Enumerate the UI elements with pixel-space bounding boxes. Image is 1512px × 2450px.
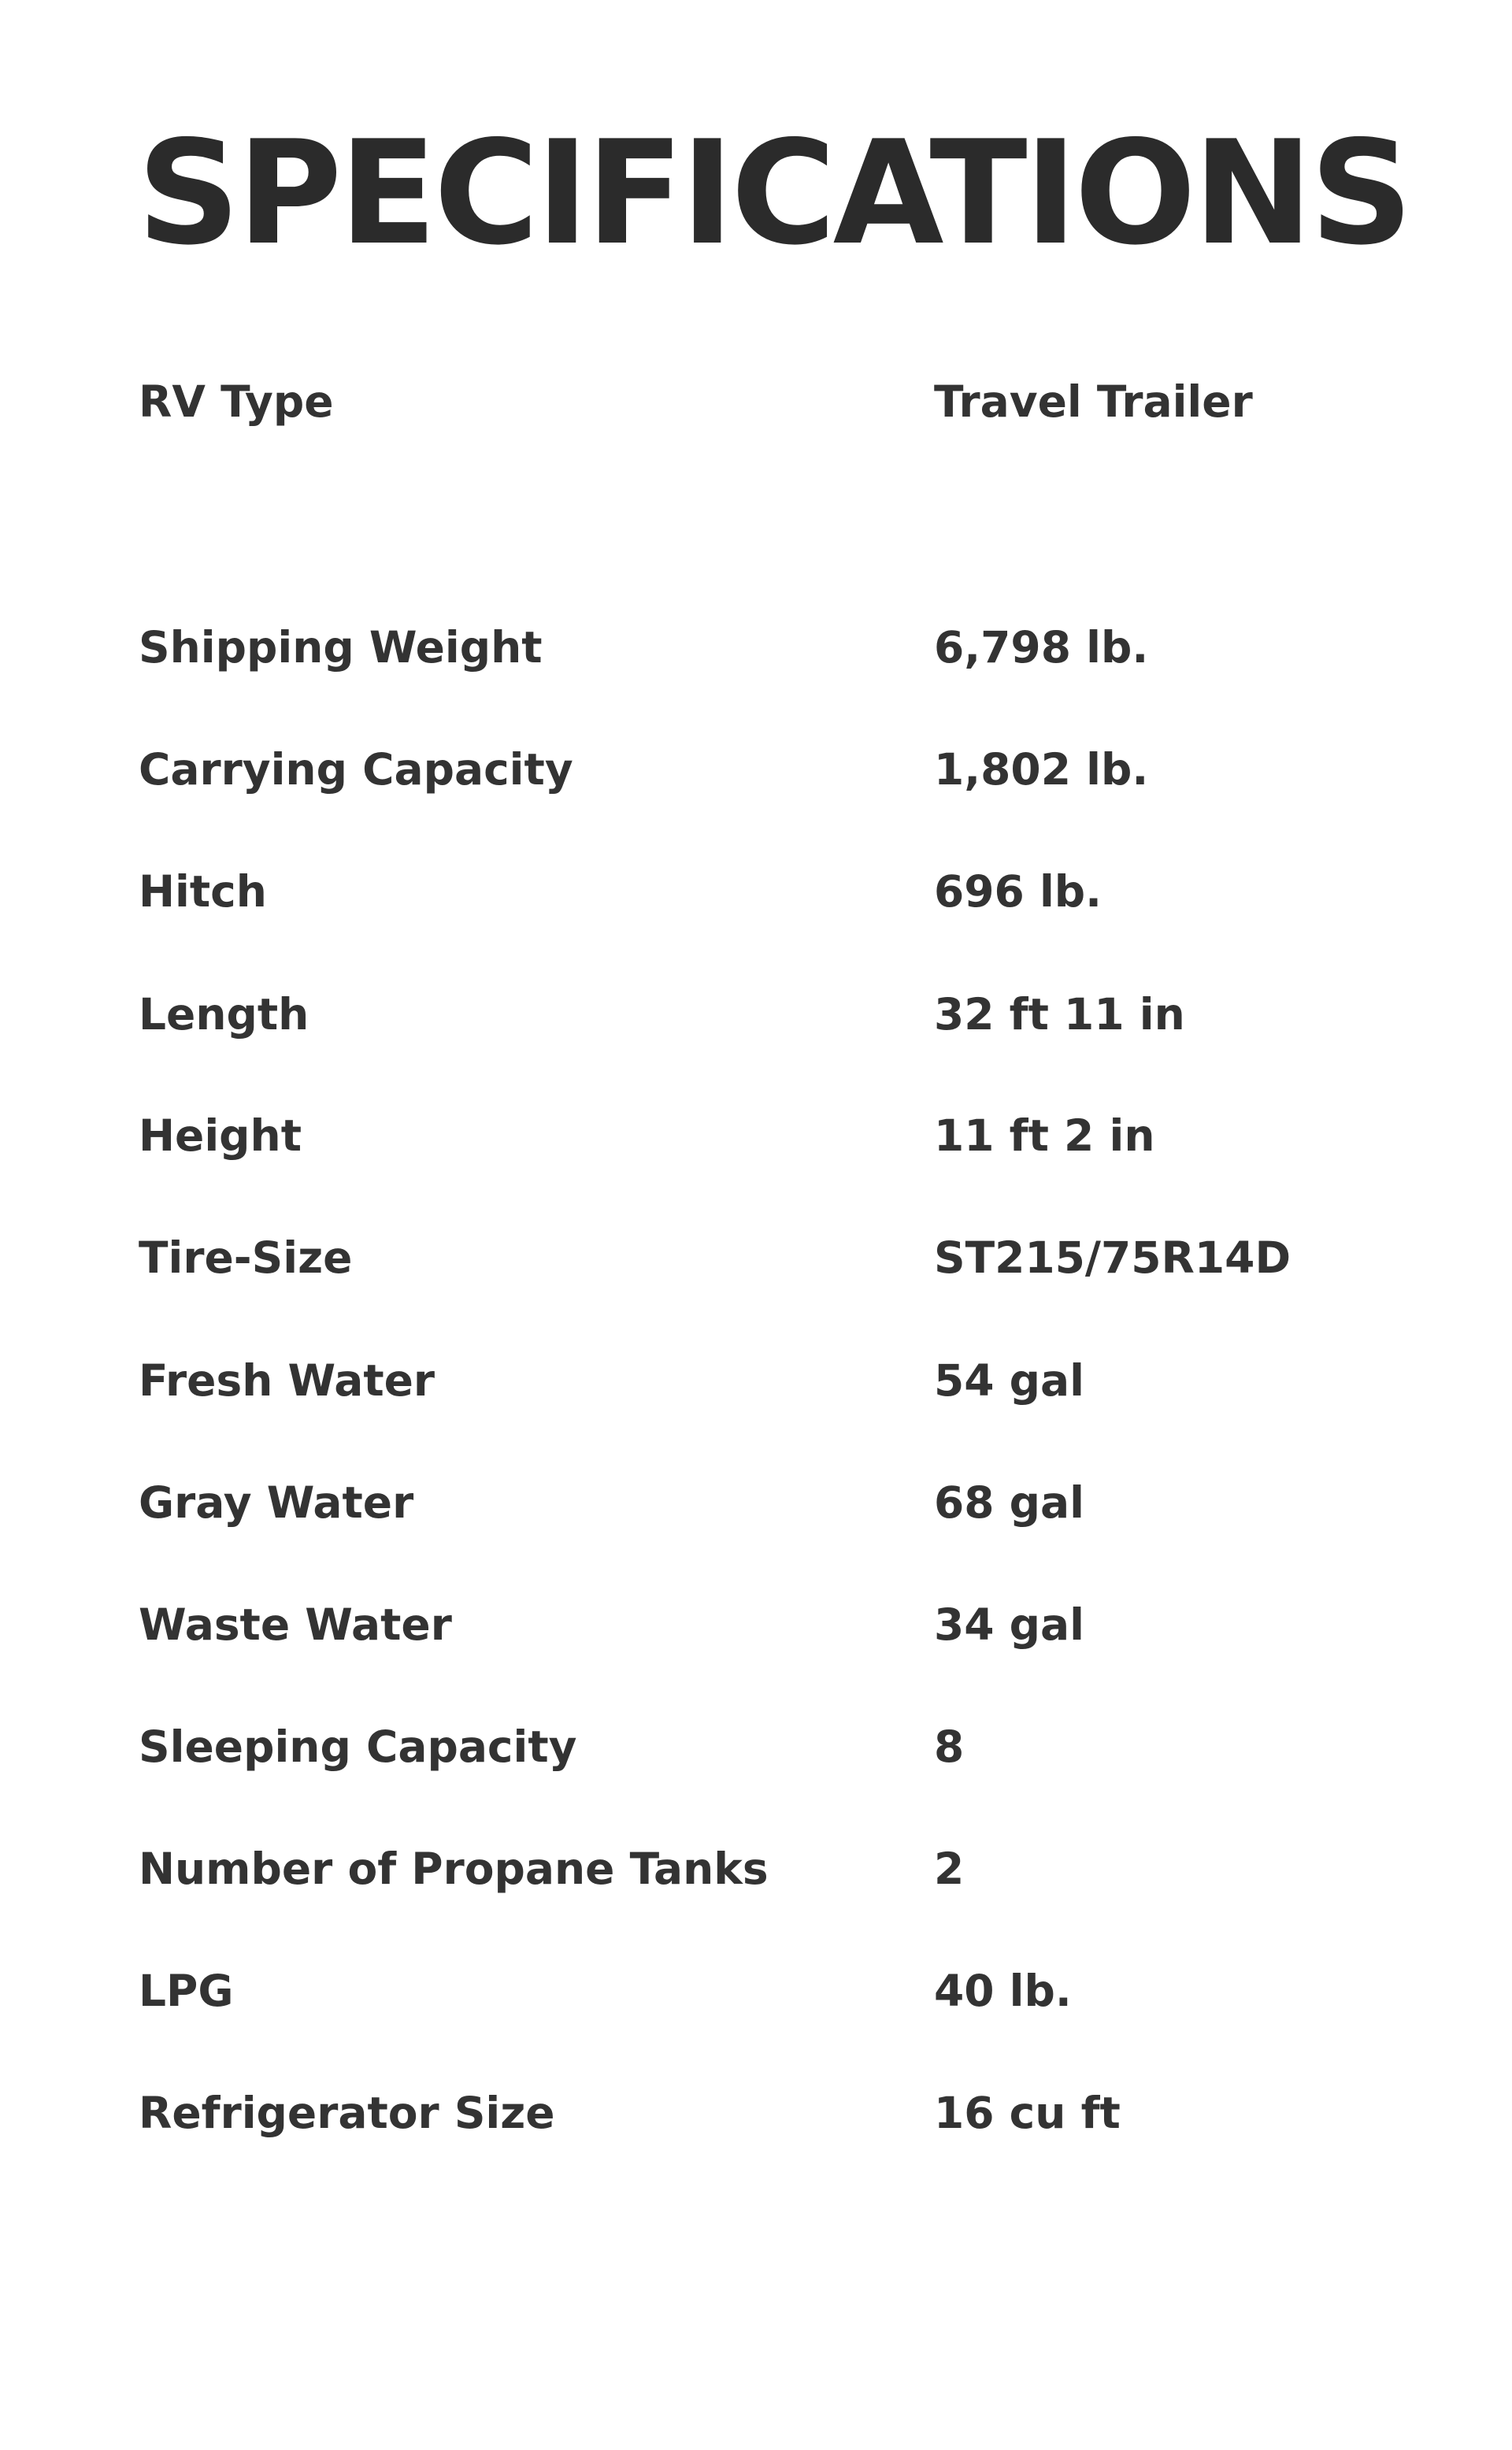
spec-row-carrying-capacity xyxy=(0,738,1512,801)
spec-row-hitch xyxy=(0,860,1512,923)
spec-value: 6,798 lb. xyxy=(934,622,1149,673)
spec-value: 54 gal xyxy=(934,1355,1085,1406)
spec-label: Height xyxy=(139,1110,302,1161)
spec-value: 68 gal xyxy=(934,1477,1085,1528)
spec-label: Waste Water xyxy=(139,1599,452,1650)
spec-label: LPG xyxy=(139,1966,234,2016)
spec-value: 8 xyxy=(934,1722,965,1772)
spec-row-gray-water xyxy=(0,1471,1512,1534)
spec-value: 2 xyxy=(934,1844,965,1894)
spec-value: ST215/75R14D xyxy=(934,1232,1292,1283)
spec-value: 40 lb. xyxy=(934,1966,1072,2016)
spec-label: Sleeping Capacity xyxy=(139,1722,577,1772)
spec-value: 32 ft 11 in xyxy=(934,989,1185,1040)
spec-label: Shipping Weight xyxy=(139,622,543,673)
spec-label: Fresh Water xyxy=(139,1355,435,1406)
spec-label: Hitch xyxy=(139,866,267,917)
spec-label: Number of Propane Tanks xyxy=(139,1844,769,1894)
spec-value: 696 lb. xyxy=(934,866,1102,917)
spec-row-lpg xyxy=(0,1959,1512,2022)
spec-row-rv-type xyxy=(0,370,1512,433)
page-title: SPECIFICATIONS xyxy=(137,109,1410,276)
spec-label: Tire-Size xyxy=(139,1232,353,1283)
spec-label: RV Type xyxy=(139,376,334,427)
spec-row-height xyxy=(0,1104,1512,1167)
spec-row-length xyxy=(0,983,1512,1046)
spec-row-tire-size xyxy=(0,1226,1512,1289)
spec-value: 16 cu ft xyxy=(934,2088,1121,2138)
spec-row-propane-tanks xyxy=(0,1837,1512,1900)
spec-value: Travel Trailer xyxy=(934,376,1253,427)
spec-row-waste-water xyxy=(0,1593,1512,1656)
spec-label: Refrigerator Size xyxy=(139,2088,555,2138)
spec-value: 1,802 lb. xyxy=(934,744,1149,795)
spec-row-refrigerator-size xyxy=(0,2081,1512,2144)
spec-row-sleeping-capacity xyxy=(0,1715,1512,1778)
spec-label: Length xyxy=(139,989,309,1040)
spec-label: Gray Water xyxy=(139,1477,414,1528)
spec-label: Carrying Capacity xyxy=(139,744,573,795)
spec-row-shipping-weight xyxy=(0,616,1512,679)
spec-row-fresh-water xyxy=(0,1349,1512,1412)
spec-value: 34 gal xyxy=(934,1599,1085,1650)
spec-value: 11 ft 2 in xyxy=(934,1110,1155,1161)
